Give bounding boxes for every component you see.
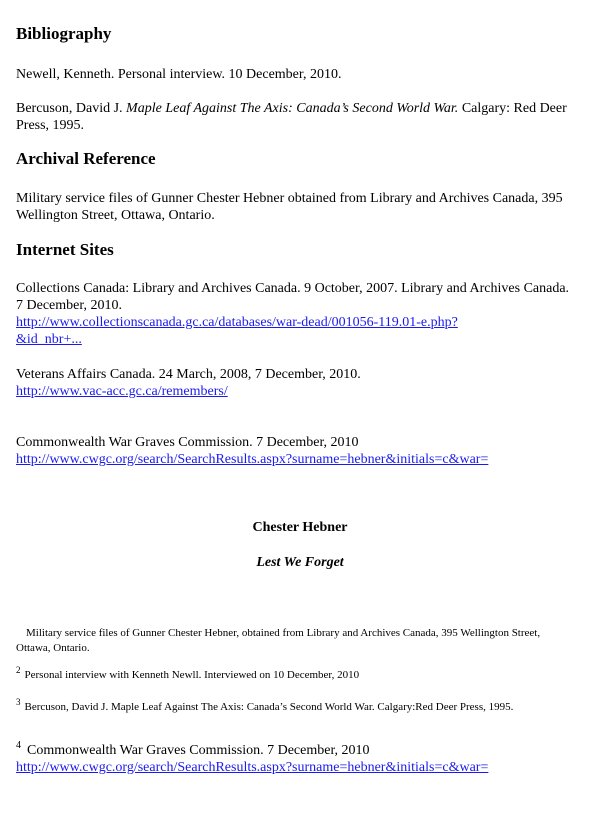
cwgc-link[interactable]: http://www.cwgc.org/search/SearchResults.aspx?surname=hebner&initials=c&war= bbox=[16, 452, 489, 467]
bibliography-entry-interview: Newell, Kenneth. Personal interview. 10 December, 2010. bbox=[16, 67, 342, 82]
footnote-2-number: 2 bbox=[16, 665, 21, 676]
footnote-4 bbox=[16, 742, 576, 776]
footnote-3-text: Bercuson, David J. Maple Leaf Against The Axis: Canada’s Second World War. Calgary:Red Deer Press, 1995. bbox=[24, 701, 514, 713]
cwgc-citation: Commonwealth War Graves Commission. 7 December, 2010 bbox=[16, 435, 359, 450]
vac-citation: Veterans Affairs Canada. 24 March, 2008, 7 December, 2010. bbox=[16, 367, 361, 382]
bibliography-entry-book bbox=[16, 100, 576, 134]
footnote-3 bbox=[16, 697, 576, 715]
footnote-2-text: Personal interview with Kenneth Newll. Interviewed on 10 December, 2010 bbox=[24, 669, 360, 681]
vac-link[interactable]: http://www.vac-acc.gc.ca/remembers/ bbox=[16, 384, 228, 399]
memorial-motto: Lest We Forget bbox=[256, 555, 344, 570]
archival-heading: Archival Reference bbox=[16, 149, 156, 168]
collections-link-line2: &id_nbr+... bbox=[16, 332, 82, 347]
footnote-3-number: 3 bbox=[16, 697, 21, 708]
bibliography-heading: Bibliography bbox=[16, 24, 112, 43]
collections-citation: Collections Canada: Library and Archives Canada. 9 October, 2007. Library and Archives Canada. 7 December, 2010. bbox=[16, 281, 570, 313]
book-author: Bercuson, David J. bbox=[16, 101, 127, 116]
archival-entry: Military service files of Gunner Chester Hebner obtained from Library and Archives Canada, 395 Wellington Street, Ottawa, Ontario. bbox=[16, 191, 563, 223]
internet-heading: Internet Sites bbox=[16, 240, 114, 259]
internet-entry-cwgc bbox=[16, 434, 576, 468]
footnote-4-link[interactable]: http://www.cwgc.org/search/SearchResults.aspx?surname=hebner&initials=c&war= bbox=[16, 760, 489, 775]
memorial-name: Chester Hebner bbox=[252, 520, 348, 535]
footnote-4-number: 4 bbox=[16, 740, 21, 752]
book-title: Maple Leaf Against The Axis: Canada’s Second World War. bbox=[126, 101, 459, 116]
collections-link-line1: http://www.collectionscanada.gc.ca/databases/war-dead/001056-119.01-e.php? bbox=[16, 315, 458, 330]
collections-link[interactable] bbox=[16, 315, 458, 347]
footnote-2 bbox=[16, 665, 576, 683]
footnote-1-text: Military service files of Gunner Chester Hebner, obtained from Library and Archives Canada, 395 Wellington Street, Ottawa, Ontario. bbox=[16, 627, 541, 654]
book-publisher: Calgary: Red Deer Press, 1995. bbox=[16, 101, 567, 133]
internet-entry-collections bbox=[16, 280, 576, 348]
footnote-4-text: Commonwealth War Graves Commission. 7 December, 2010 bbox=[27, 743, 370, 758]
internet-entry-vac bbox=[16, 366, 576, 400]
footnote-1 bbox=[16, 626, 576, 656]
